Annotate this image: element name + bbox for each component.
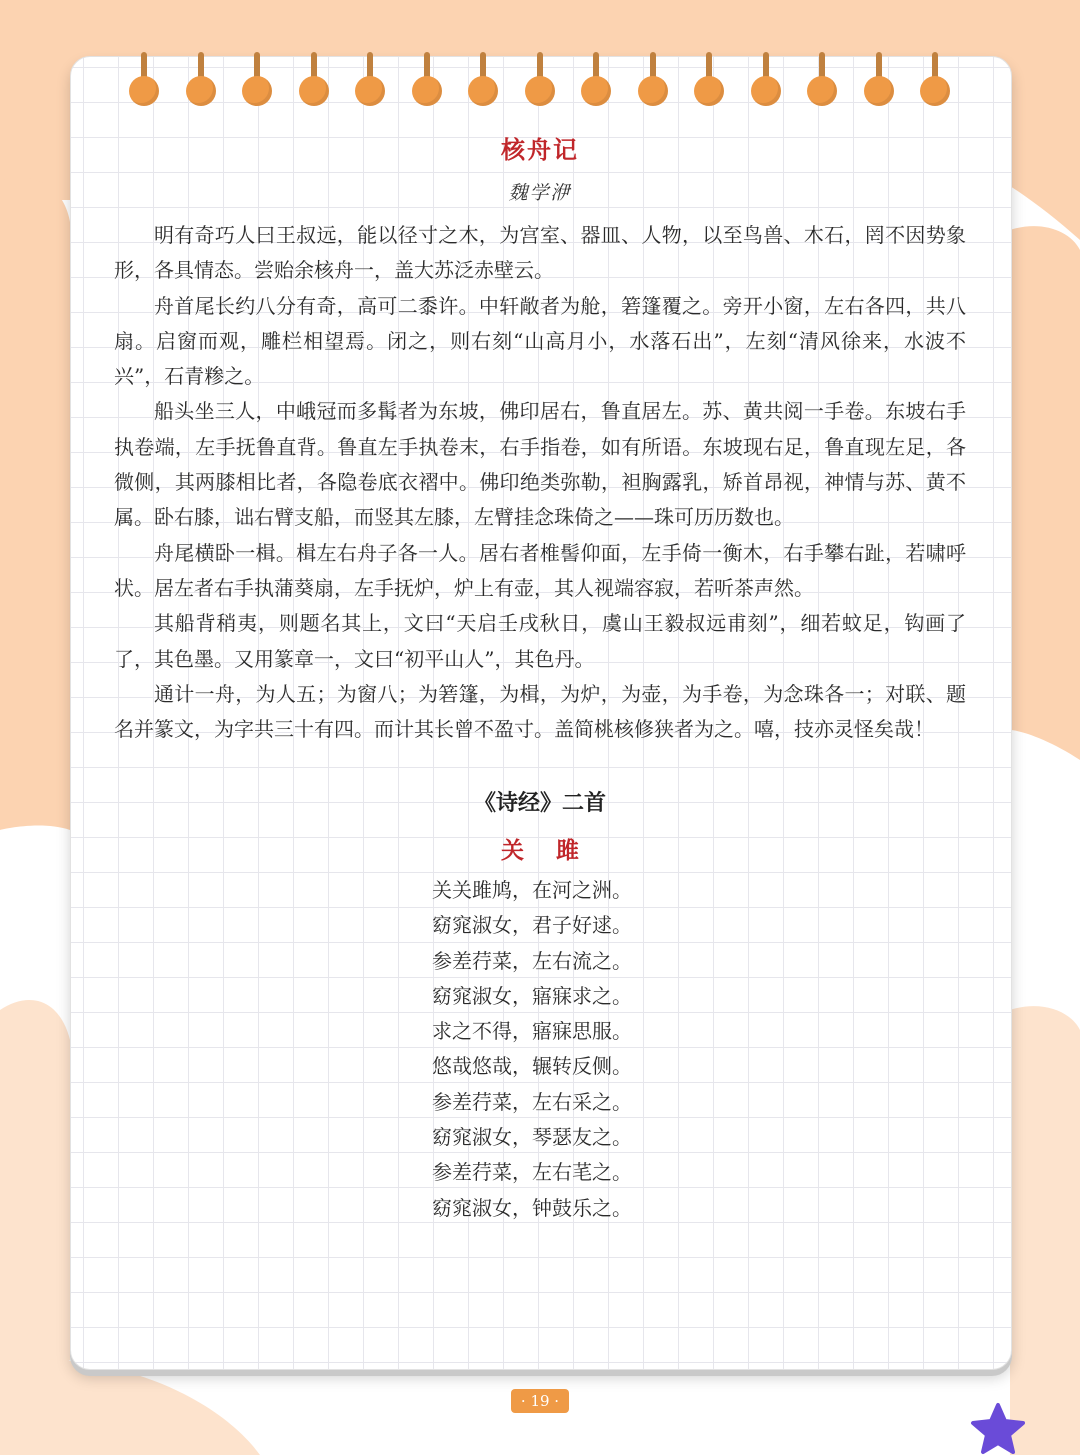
poem-line: 窈窕淑女，琴瑟友之。 — [432, 1125, 632, 1150]
spiral-ring-icon — [468, 52, 498, 106]
spiral-binding — [0, 52, 1080, 112]
poem-line: 窈窕淑女，钟鼓乐之。 — [432, 1195, 632, 1220]
poem-line: 悠哉悠哉，辗转反侧。 — [432, 1054, 632, 1079]
poem-line: 关关雎鸠，在河之洲。 — [432, 878, 632, 902]
poem-line: 求之不得，寤寐思服。 — [432, 1019, 632, 1044]
poem-line: 参差荇菜，左右流之。 — [432, 948, 632, 973]
paragraph: 其船背稍夷，则题名其上，文曰“天启壬戌秋日，虞山王毅叔远甫刻”，细若蚊足，钩画了了，其色墨。又用篆章一，文曰“初平山人”，其色丹。 — [114, 611, 966, 671]
spiral-ring-icon — [807, 52, 837, 106]
spiral-ring-icon — [186, 52, 216, 106]
spiral-ring-icon — [581, 52, 611, 106]
spiral-ring-icon — [412, 52, 442, 106]
spiral-ring-icon — [864, 52, 894, 106]
article-body — [114, 218, 966, 747]
paragraph: 舟首尾长约八分有奇，高可二黍许。中轩敞者为舱，箬篷覆之。旁开小窗，左右各四，共八扇。启窗而观，雕栏相望焉。闭之，则右刻“山高月小，水落石出”，左刻“清风徐来，水波不兴”，石青糁之。 — [114, 293, 966, 389]
page-number: · 19 · — [511, 1389, 569, 1413]
spiral-ring-icon — [694, 52, 724, 106]
section-title: 《诗经》二首 — [473, 791, 606, 816]
spiral-ring-icon — [638, 52, 668, 106]
paragraph: 舟尾横卧一楫。楫左右舟子各一人。居右者椎髻仰面，左手倚一衡木，右手攀右趾，若啸呼状。居左者右手执蒲葵扇，左手抚炉，炉上有壶，其人视端容寂，若听茶声然。 — [114, 540, 966, 600]
poem-line: 参差荇菜，左右采之。 — [432, 1089, 632, 1114]
poem-line: 窈窕淑女，君子好逑。 — [432, 913, 632, 938]
poem-body — [432, 873, 662, 1226]
paragraph: 明有奇巧人曰王叔远，能以径寸之木，为宫室、器皿、人物，以至鸟兽、木石，罔不因势象形，各具情态。尝贻余核舟一，盖大苏泛赤壁云。 — [114, 223, 966, 283]
star-icon — [970, 1402, 1026, 1455]
spiral-ring-icon — [129, 52, 159, 106]
poem-line: 参差荇菜，左右芼之。 — [432, 1160, 632, 1185]
spiral-ring-icon — [299, 52, 329, 106]
spiral-ring-icon — [525, 52, 555, 106]
paragraph: 通计一舟，为人五；为窗八；为箬篷，为楫，为炉，为壶，为手卷，为念珠各一；对联、题名并篆文，为字共三十有四。而计其长曾不盈寸。盖简桃核修狭者为之。嘻，技亦灵怪矣哉！ — [114, 681, 966, 742]
spiral-ring-icon — [920, 52, 950, 106]
spiral-ring-icon — [242, 52, 272, 106]
article-title: 核舟记 — [501, 135, 579, 164]
article-author: 魏学洢 — [508, 182, 572, 204]
spiral-ring-icon — [355, 52, 385, 106]
spiral-ring-icon — [751, 52, 781, 106]
paragraph: 船头坐三人，中峨冠而多髯者为东坡，佛印居右，鲁直居左。苏、黄共阅一手卷。东坡右手执卷端，左手抚鲁直背。鲁直左手执卷末，右手指卷，如有所语。东坡现右足，鲁直现左足，各微侧，其两膝相比者，各隐卷底衣褶中。佛印绝类弥勒，袒胸露乳，矫首昂视，神情与苏、黄不属。卧右膝，诎右臂支船，而竖其左膝，左臂挂念珠倚之——珠可历历数也。 — [114, 399, 966, 530]
poem-line: 窈窕淑女，寤寐求之。 — [432, 983, 632, 1008]
poem-title: 关 雎 — [500, 837, 591, 864]
